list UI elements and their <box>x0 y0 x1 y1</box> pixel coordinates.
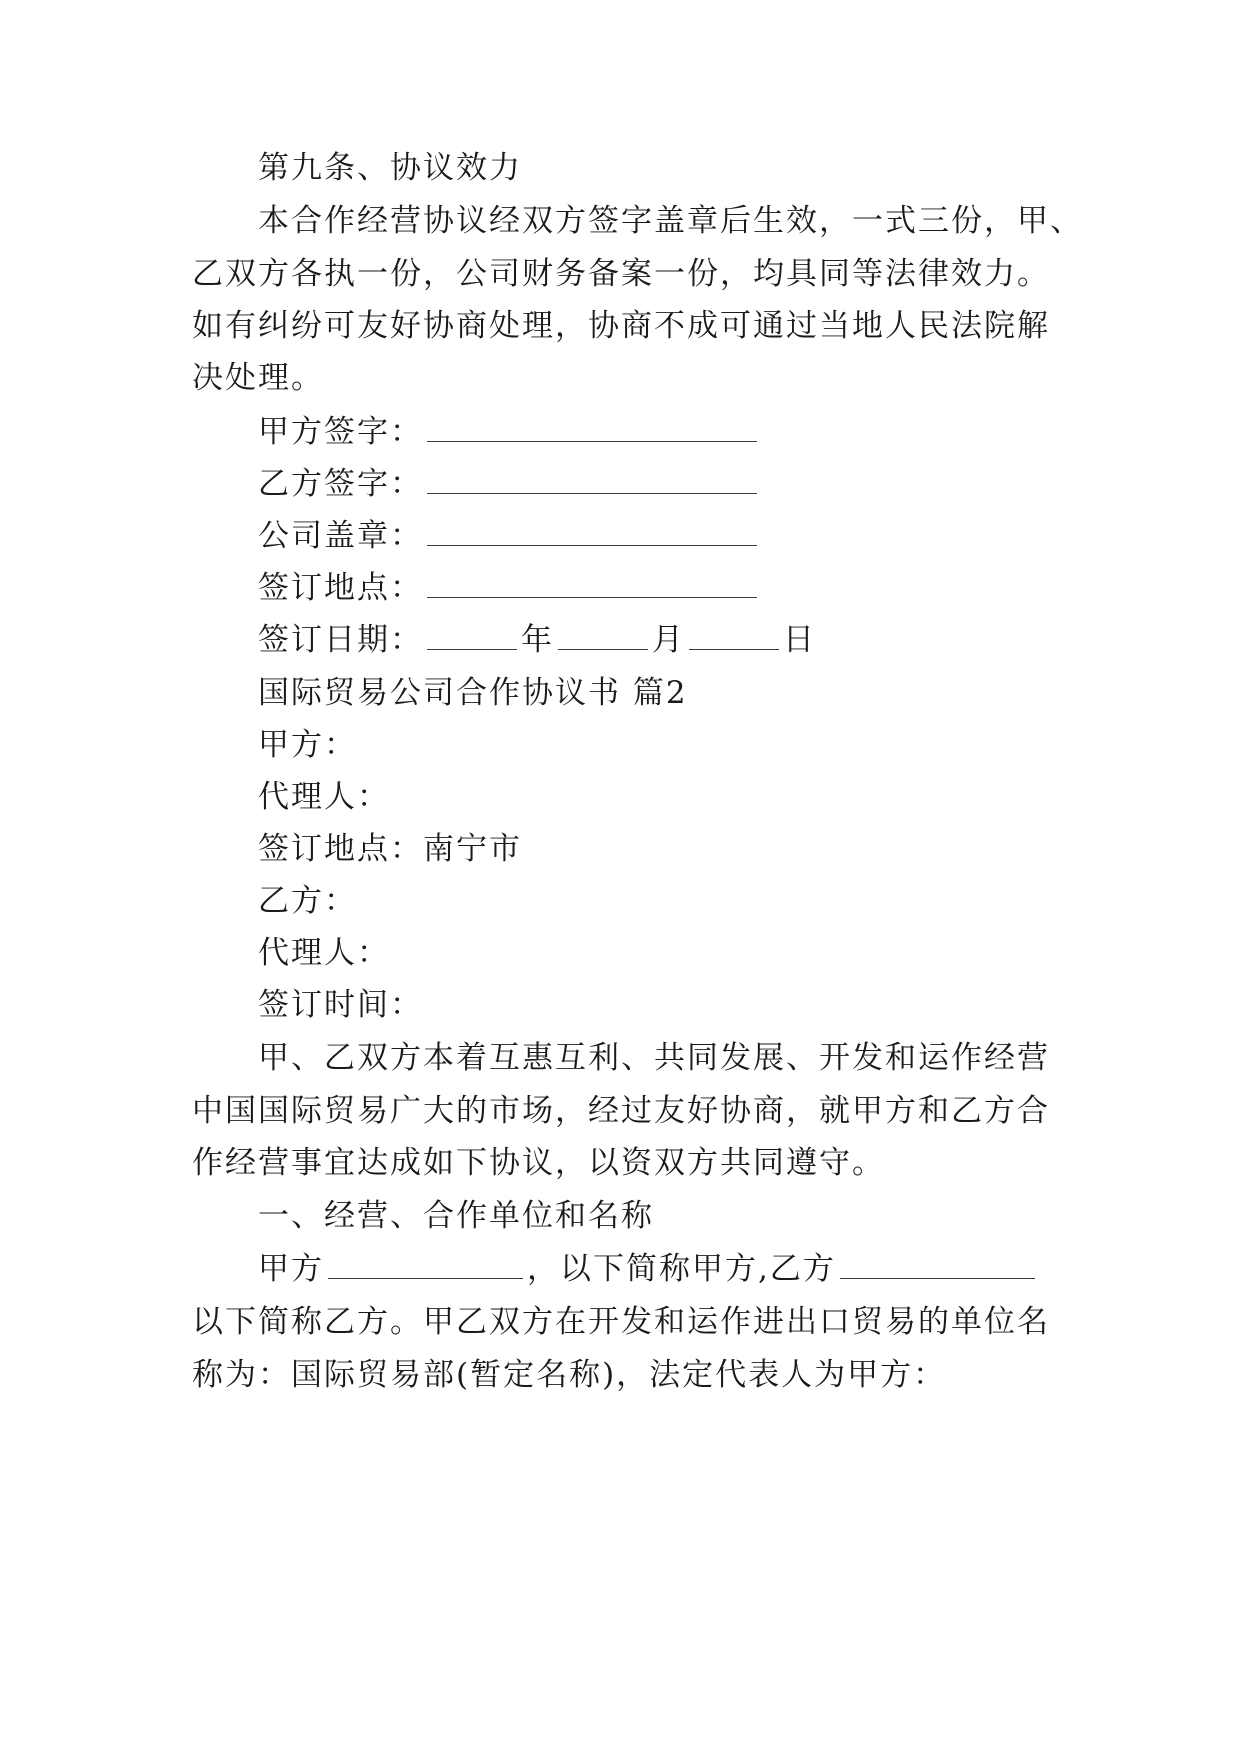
agreement-2-intro-line-2: 中国国际贸易广大的市场，经过友好协商，就甲方和乙方合 <box>192 1093 1050 1129</box>
article-9-para-line-4: 决处理。 <box>192 360 324 396</box>
article-9-para-line-2: 乙双方各执一份，公司财务备案一份，均具同等法律效力。 <box>192 256 1050 292</box>
party-a-signature-blank <box>427 415 757 442</box>
article-9-heading: 第九条、协议效力 <box>258 150 522 186</box>
agreement-2-agent-b: 代理人： <box>258 935 390 971</box>
year-label: 年 <box>521 622 554 658</box>
agreement-2-party-b: 乙方： <box>258 883 357 919</box>
agreement-2-title: 国际贸易公司合作协议书 篇2 <box>258 675 688 711</box>
sign-date-row <box>258 620 1138 660</box>
agreement-2-intro-line-1: 甲、乙双方本着互惠互利、共同发展、开发和运作经营 <box>258 1040 1050 1076</box>
section-1-line-2: 以下简称乙方。甲乙双方在开发和运作进出口贸易的单位名 <box>192 1304 1050 1340</box>
sign-place-blank <box>427 571 757 598</box>
agreement-2-agent-a: 代理人： <box>258 779 390 815</box>
company-seal-blank <box>427 519 757 546</box>
sign-date-label: 签订日期： <box>258 622 423 658</box>
month-label: 月 <box>652 622 685 658</box>
party-b-signature-row <box>258 464 1138 504</box>
company-seal-label: 公司盖章： <box>258 518 423 554</box>
party-a-signature-row <box>258 412 1138 452</box>
agreement-2-sign-time: 签订时间： <box>258 987 423 1023</box>
agreement-2-sign-place: 签订地点：南宁市 <box>258 831 522 867</box>
article-9-para-line-1: 本合作经营协议经双方签字盖章后生效，一式三份，甲、 <box>258 203 1083 239</box>
party-b-name-label: ，以下简称甲方,乙方 <box>527 1251 836 1287</box>
day-blank <box>689 623 779 650</box>
party-b-signature-label: 乙方签字： <box>258 466 423 502</box>
sign-place-label: 签订地点： <box>258 570 423 606</box>
agreement-2-party-a: 甲方： <box>258 727 357 763</box>
party-b-name-blank <box>840 1252 1035 1279</box>
company-seal-row <box>258 516 1138 556</box>
section-1-line-1 <box>258 1249 1138 1289</box>
party-b-signature-blank <box>427 467 757 494</box>
party-a-signature-label: 甲方签字： <box>258 414 423 450</box>
article-9-para-line-3: 如有纠纷可友好协商处理，协商不成可通过当地人民法院解 <box>192 308 1050 344</box>
sign-place-row <box>258 568 1138 608</box>
month-blank <box>558 623 648 650</box>
agreement-2-intro-line-3: 作经营事宜达成如下协议，以资双方共同遵守。 <box>192 1145 885 1181</box>
party-a-name-label: 甲方 <box>258 1251 324 1287</box>
party-a-name-blank <box>328 1252 523 1279</box>
year-blank <box>427 623 517 650</box>
section-1-line-3: 称为：国际贸易部(暂定名称)，法定代表人为甲方： <box>192 1357 947 1393</box>
section-1-heading: 一、经营、合作单位和名称 <box>258 1198 654 1234</box>
day-label: 日 <box>783 622 816 658</box>
